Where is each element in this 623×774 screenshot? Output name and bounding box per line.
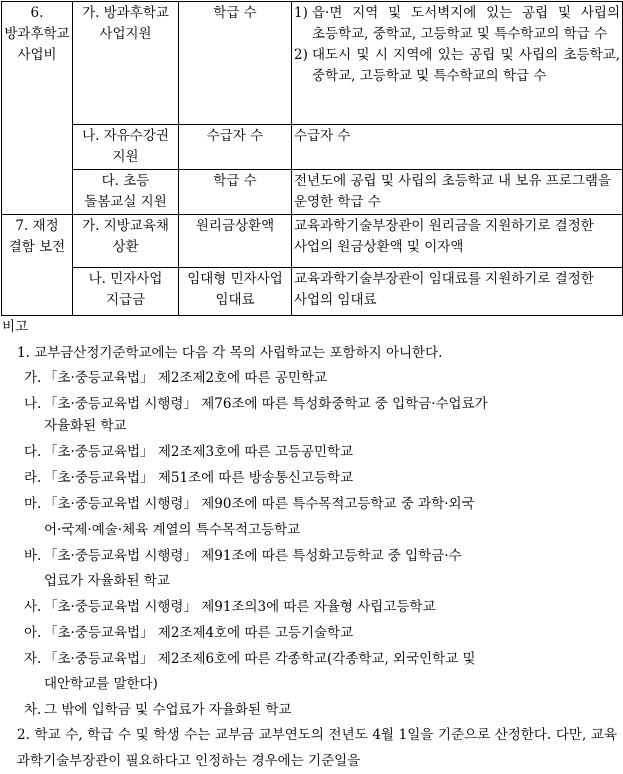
list-number: 2) [294,47,308,63]
description-cell [292,2,623,125]
table-row [2,2,623,125]
item-cell: 다. 초등 돌봄교실 지원 [73,170,179,215]
list-text: 읍·면 지역 및 도서벽지에 있는 공립 및 사립의 초등학교, 중학교, 고등학교 및 특수학교의 학급 수 [312,5,620,42]
grant-criteria-table [1,1,623,316]
sub-item-label: 차. [24,702,42,718]
table-row [2,215,623,268]
sub-item-text-cont: 업료가 자율화된 학교 [44,573,170,589]
unit-cell: 학급 수 [179,170,292,215]
category-cell: 7. 재정 결함 보전 [2,215,73,316]
item-cell: 나. 자유수강권 지원 [73,125,179,170]
table-row [2,125,623,170]
sub-item-text: 「초·중등교육법」 제2조제2호에 따른 공민학교 [44,370,328,386]
sub-item-text: 「초·중등교육법」 제2조제6호에 따른 각종학교(각종학교, 외국인학교 및 [44,651,476,667]
description-cell: 수급자 수 [292,125,623,170]
sub-item-text-cont: 대안학교를 말한다) [44,676,158,692]
description-cell: 교육과학기술부장관이 원리금을 지원하기로 결정한 사업의 원금상환액 및 이자액 [292,215,623,268]
sub-item-label: 나. [24,396,42,412]
item-cell: 나. 민자사업 지급금 [73,268,179,316]
description-list-item [294,45,620,87]
sub-item-text: 「초·중등교육법」 제51조에 따른 방송통신고등학교 [44,470,354,486]
sub-item-text: 그 밖에 입학금 및 수업료가 자율화된 학교 [44,702,292,718]
list-number: 1) [294,5,308,21]
unit-cell: 학급 수 [179,2,292,125]
note-item-2: 2. 학교 수, 학급 수 및 학생 수는 교부금 교부연도의 전년도 4월 1일을 기준으로 산정한다. 다만, 교육과학기술부장관이 필요하다고 인정하는 경우에는 기준일을 [17,727,617,769]
sub-item-label: 라. [24,470,42,486]
item-cell: 가. 지방교육채 상환 [73,215,179,268]
sub-item-text: 「초·중등교육법 시행령」 제91조에 따른 특성화고등학교 중 입학금·수 [44,548,462,564]
unit-cell: 수급자 수 [179,125,292,170]
sub-item-text: 「초·중등교육법 시행령」 제91조의3에 따른 자율형 사립고등학교 [44,599,436,615]
category-cell: 6. 방과후학교 사업비 [2,2,73,215]
sub-item-text: 「초·중등교육법 시행령」 제76조에 따른 특성화중학교 중 입학금·수업료가 [44,396,488,412]
sub-item-text: 「초·중등교육법」 제2조제3호에 따른 고등공민학교 [44,444,354,460]
sub-item-label: 다. [24,444,42,460]
item-cell: 가. 방과후학교 사업지원 [73,2,179,125]
description-cell: 교육과학기술부장관이 임대료를 지원하기로 결정한 사업의 임대료 [292,268,623,316]
sub-item-label: 바. [24,548,42,564]
table-row [2,170,623,215]
sub-item-text-cont: 자율화된 학교 [44,418,127,434]
description-list-item [294,3,620,45]
list-text: 대도시 및 시 지역에 있는 공립 및 사립의 초등학교, 중학교, 고등학교 및 특수학교의 학급 수 [312,47,620,84]
sub-item-label: 사. [24,599,42,615]
sub-item-text: 「초·중등교육법」 제2조제4호에 따른 고등기술학교 [44,625,354,641]
sub-item-label: 아. [24,625,42,641]
unit-cell: 임대형 민자사업 임대료 [179,268,292,316]
sub-item-label: 마. [24,496,42,512]
description-cell: 전년도에 공립 및 사립의 초등학교 내 보유 프로그램을 운영한 학급 수 [292,170,623,215]
sub-item-label: 자. [24,651,42,667]
note-item-1: 1. 교부금산정기준학교에는 다음 각 목의 사립학교는 포함하지 아니한다. [17,345,443,361]
notes-heading: 비고 [2,319,29,335]
unit-cell: 원리금상환액 [179,215,292,268]
sub-item-text: 「초·중등교육법 시행령」 제90조에 따른 특수목적고등학교 중 과학·외국 [44,496,475,512]
sub-item-label: 가. [24,370,42,386]
sub-item-text-cont: 어·국제·예술·체육 계열의 특수목적고등학교 [44,522,301,538]
table-row [2,268,623,316]
